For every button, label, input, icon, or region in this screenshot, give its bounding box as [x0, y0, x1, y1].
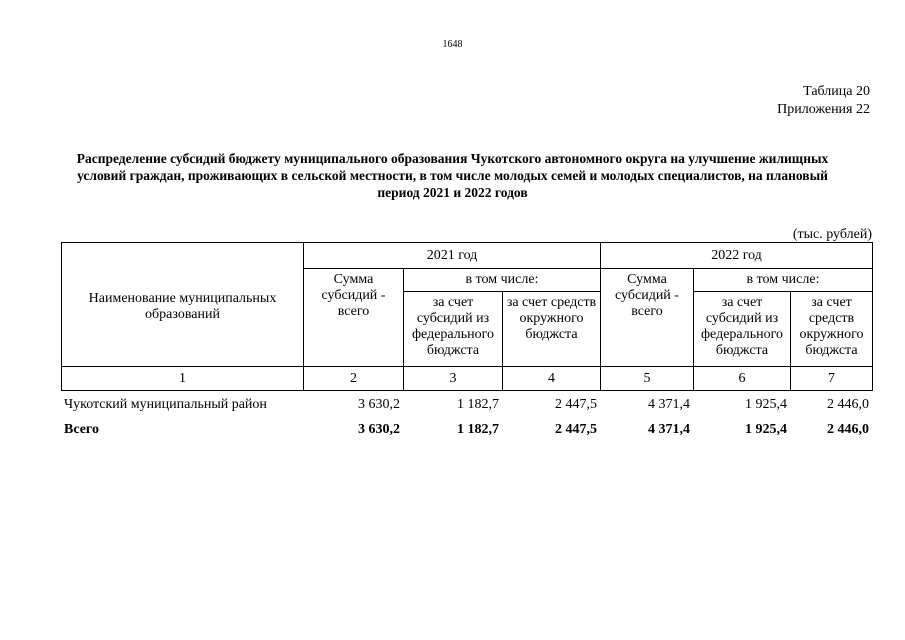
row-value: 1 182,7	[457, 397, 499, 412]
column-number: 2	[304, 367, 404, 391]
header-name-column: Наименование муниципальных образований	[62, 243, 304, 367]
document-title: Распределение субсидий бюджету муниципального образования Чукотского автономного округа на улучшение жилищных условий граждан, проживающих в сельской местности, в том числе молодых семей и молодых специалистов, на плановый период 2021 и 2022 годов	[76, 151, 829, 200]
table-row	[61, 393, 872, 417]
total-value: 1 182,7	[457, 422, 499, 437]
column-number: 5	[601, 367, 694, 391]
header-table	[61, 242, 873, 391]
appendix-number: Приложения 22	[777, 102, 870, 117]
column-number: 7	[791, 367, 873, 391]
header-district-2022: за счет средств окружного бюджста	[791, 292, 873, 367]
row-value: 1 925,4	[745, 397, 787, 412]
total-value: 1 925,4	[745, 422, 787, 437]
header-federal-2021: за счет субсидий из федерального бюджста	[404, 292, 503, 367]
table-number: Таблица 20	[803, 84, 870, 99]
total-row	[61, 417, 872, 443]
total-value: 3 630,2	[358, 422, 400, 437]
header-sum-total-2021: Сумма субсидий - всего	[304, 269, 404, 367]
total-value: 2 446,0	[827, 422, 869, 437]
header-including-2021: в том числе:	[404, 269, 601, 292]
header-sum-total-2022: Сумма субсидий - всего	[601, 269, 694, 367]
column-number: 3	[404, 367, 503, 391]
header-year-2021: 2021 год	[304, 243, 601, 269]
column-number: 1	[62, 367, 304, 391]
row-name: Чукотский муниципальный район	[64, 397, 267, 412]
total-value: 4 371,4	[648, 422, 690, 437]
data-table	[61, 393, 872, 443]
column-number: 6	[694, 367, 791, 391]
total-value: 2 447,5	[555, 422, 597, 437]
units-label: (тыс. рублей)	[792, 227, 872, 242]
table-reference	[777, 83, 870, 119]
row-value: 4 371,4	[648, 397, 690, 412]
column-number: 4	[503, 367, 601, 391]
header-including-2022: в том числе:	[694, 269, 873, 292]
header-federal-2022: за счет субсидий из федерального бюджста	[694, 292, 791, 367]
total-label: Всего	[64, 422, 99, 437]
header-year-2022: 2022 год	[601, 243, 873, 269]
header-district-2021: за счет средств окружного бюджста	[503, 292, 601, 367]
row-value: 2 447,5	[555, 397, 597, 412]
row-value: 3 630,2	[358, 397, 400, 412]
row-value: 2 446,0	[827, 397, 869, 412]
page-number: 1648	[442, 39, 463, 50]
